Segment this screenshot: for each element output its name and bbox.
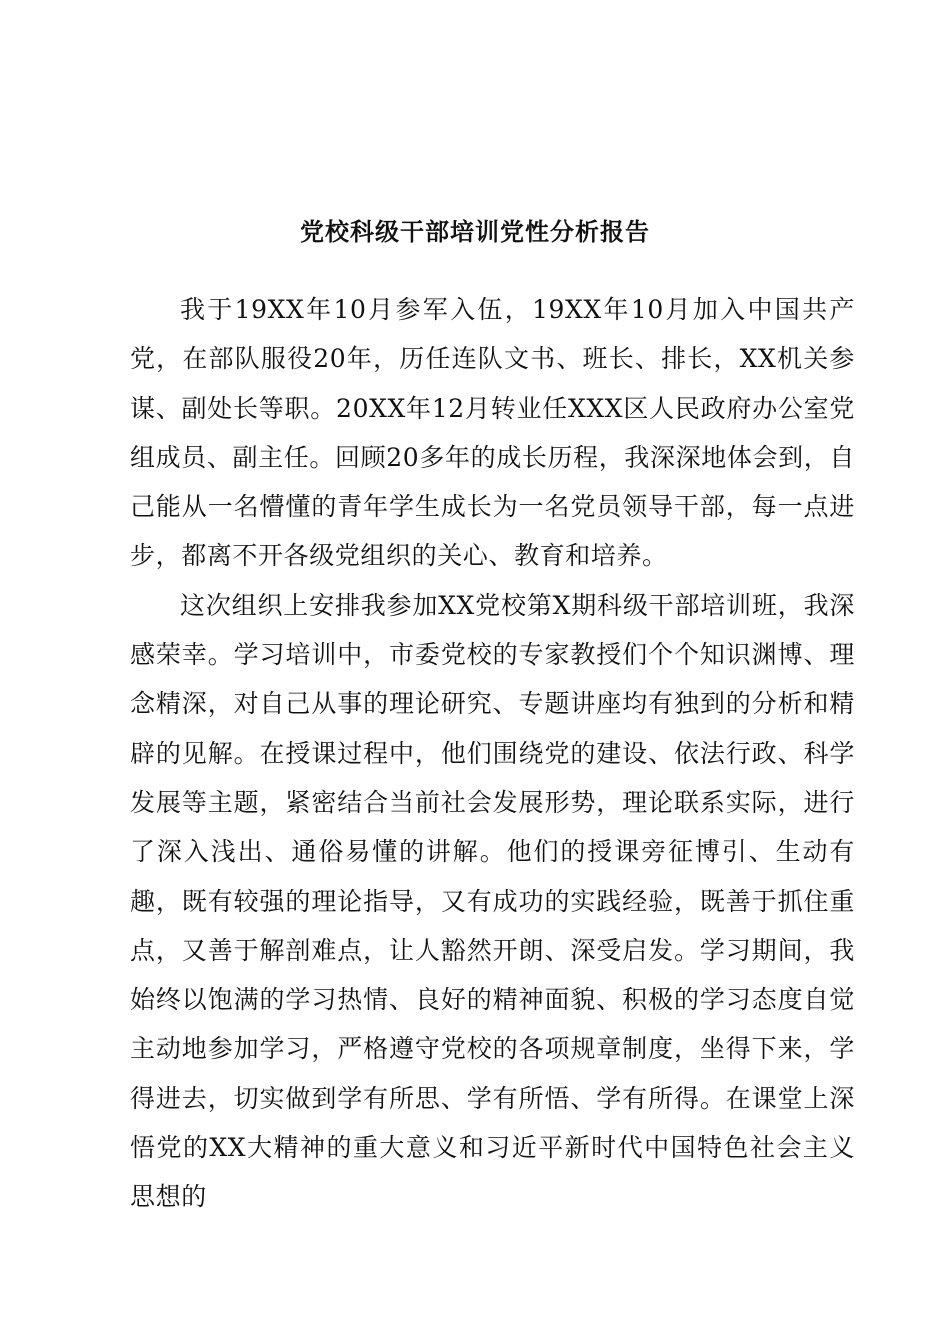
paragraph-2: 这次组织上安排我参加XX党校第X期科级干部培训班，我深感荣幸。学习培训中，市委党校的专家教授们个个知识渊博、理念精深，对自己从事的理论研究、专题讲座均有独到的分析和精辟的见解。在授课过程中，他们围绕党的建设、依法行政、科学发展等主题，紧密结合当前社会发展形势，理论联系实际，进行了深入浅出、通俗易懂的讲解。他们的授课旁征博引、生动有趣，既有较强的理论指导，又有成功的实践经验，既善于抓住重点，又善于解剖难点，让人豁然开朗、深受启发。学习期间，我始终以饱满的学习热情、良好的精神面貌、积极的学习态度自觉主动地参加学习，严格遵守党校的各项规章制度，坐得下来，学得进去，切实做到学有所思、学有所悟、学有所得。在课堂上深悟党的XX大精神的重大意义和习近平新时代中国特色社会主义思想的 — [130, 590, 855, 1212]
paragraph-1: 我于19XX年10月参军入伍，19XX年10月加入中国共产党，在部队服役20年，历任连队文书、班长、排长，XX机关参谋、副处长等职。20XX年12月转业任XXX区人民政府办公室党组成员、副主任。回顾20多年的成长历程，我深深地体会到，自己能从一名懵懂的青年学生成长为一名党员领导干部，每一点进步，都离不开各级党组织的关心、教育和培养。 — [130, 295, 855, 571]
document-body — [130, 285, 855, 1222]
document-title: 党校科级干部培训党性分析报告 — [300, 217, 650, 246]
